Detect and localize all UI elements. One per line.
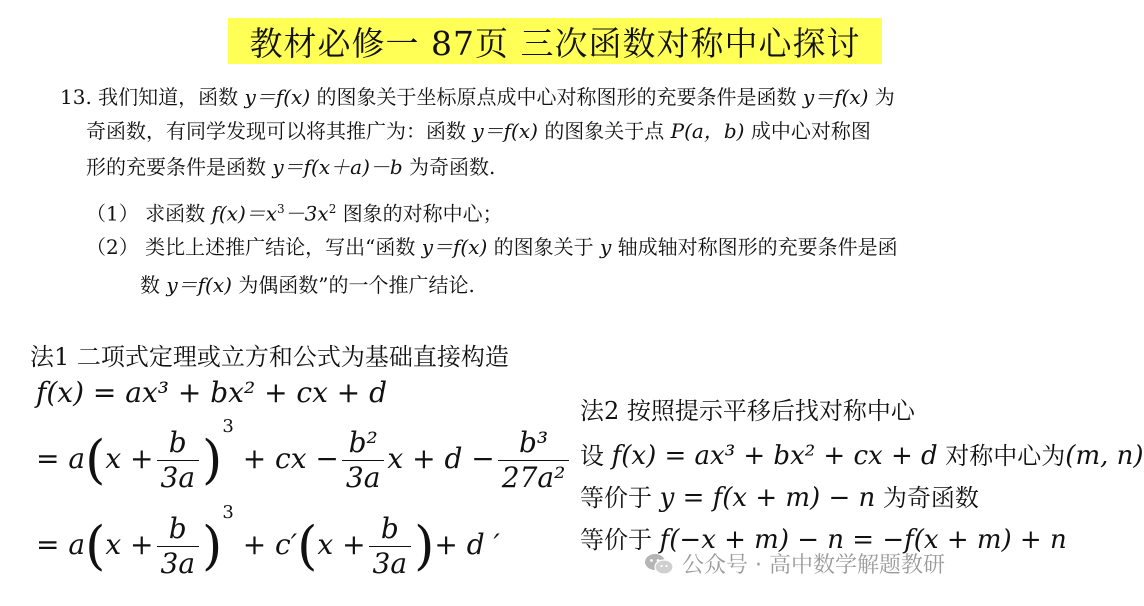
- numerator: b: [157, 426, 200, 461]
- question-label: （2）: [86, 235, 139, 259]
- formula: y＝f(x): [421, 235, 488, 259]
- denominator: 3a: [160, 547, 196, 580]
- denominator: 3a: [160, 461, 196, 494]
- formula: = a: [36, 528, 86, 561]
- problem-text: 图象的对称中心；: [342, 201, 503, 226]
- formula: y = f(x + m) − n: [659, 483, 876, 513]
- problem-text: 奇函数，有同学发现可以将其推广为：函数: [86, 119, 466, 143]
- formula: + c′: [242, 528, 298, 561]
- exponent: 3: [277, 202, 285, 216]
- fraction: [157, 512, 200, 581]
- method1-title: 法1 二项式定理或立方和公式为基础直接构造: [30, 343, 509, 371]
- problem-text: 为奇函数.: [409, 155, 496, 179]
- method2-line-2: [580, 478, 979, 513]
- problem-text: 数: [140, 273, 160, 297]
- fraction: [157, 426, 200, 495]
- method2-text: 对称中心为: [945, 442, 1066, 470]
- fraction: [342, 426, 385, 495]
- title-highlight: [228, 18, 882, 64]
- formula: y＝f(x): [244, 85, 311, 109]
- numerator: b: [157, 512, 200, 547]
- formula: f(−x + m) − n = −f(x + m) + n: [659, 525, 1067, 555]
- numerator: b: [369, 512, 412, 547]
- fraction: [498, 426, 570, 495]
- denominator: 3a: [372, 547, 408, 580]
- question-1: （1） 求函数 $f(x)=x^3-3x^2$ 图象的对称中心；: [86, 201, 503, 226]
- method1-eq3: = a(x + $\frac{b}{3a}$ )$^3$ + c′(x + $\frac{b}{3a}$ )+ d ′: [36, 502, 500, 580]
- watermark-text: 公众号 · 高中数学解题教研: [682, 553, 945, 578]
- question-label: （1）: [86, 201, 139, 226]
- problem-text: 为偶函数”的一个推广结论.: [238, 273, 475, 297]
- formula: P(a，b): [670, 119, 745, 143]
- problem-line-3: [86, 152, 495, 182]
- formula: f(x)＝x: [211, 201, 278, 226]
- formula: + d ′: [434, 528, 500, 561]
- problem-text: 的图象关于坐标原点成中心对称图形的充要条件是函数: [316, 85, 797, 109]
- numerator: b²: [342, 426, 385, 461]
- formula: y＝f(x): [472, 119, 538, 143]
- formula: y＝f(x): [802, 85, 869, 109]
- numerator: b³: [498, 426, 570, 461]
- method1-eq2: = a(x + $\frac{b}{3a}$ )$^3$ + cx − $\frac{\text{b²}}{3a}$ x + d − $\frac{\text{b³}}{\text{27a²}}$: [36, 426, 572, 495]
- problem-text: 我们知道，函数: [98, 85, 239, 109]
- problem-text: 的图象关于: [493, 235, 594, 259]
- exponent: 3: [222, 416, 234, 437]
- watermark: [644, 548, 945, 579]
- method1-eq1: [36, 376, 387, 409]
- formula: (m, n): [1065, 441, 1144, 471]
- formula: y＝f(x): [166, 273, 232, 297]
- question-2: [86, 232, 898, 262]
- formula: x +: [105, 442, 154, 475]
- problem-text: 求函数: [145, 201, 206, 226]
- problem-text: 轴成轴对称图形的充要条件是函: [617, 235, 898, 259]
- page-title: 教材必修一 87页 三次函数对称中心探讨: [249, 23, 861, 63]
- question-2-cont: [140, 270, 475, 300]
- formula: y＝f(x＋a)－b: [272, 155, 403, 179]
- fraction: [369, 512, 412, 581]
- exponent: 3: [222, 502, 234, 523]
- formula: x +: [105, 528, 154, 561]
- formula: x + d −: [387, 442, 495, 475]
- formula: f(x) = ax³ + bx² + cx + d: [36, 376, 388, 409]
- formula: f(x) = ax³ + bx² + cx + d: [611, 441, 938, 471]
- method2-text: 等价于: [580, 526, 652, 554]
- method2-text: 为奇函数: [882, 484, 979, 512]
- problem-text: 为: [874, 85, 895, 109]
- denominator: 27a²: [501, 461, 566, 494]
- problem-line-2: [86, 116, 871, 146]
- formula: + cx −: [242, 442, 339, 475]
- formula: = a: [36, 442, 86, 475]
- problem-text: 的图象关于点: [544, 119, 665, 143]
- problem-text: 形的充要条件是函数: [86, 155, 266, 179]
- problem-text: 类比上述推广结论，写出“函数: [145, 235, 416, 259]
- problem-number: 13.: [60, 85, 92, 109]
- wechat-icon: [644, 552, 674, 576]
- method2-title: 法2 按照提示平移后找对称中心: [580, 397, 915, 425]
- method2-text: 设: [580, 442, 604, 470]
- formula: y: [600, 235, 612, 259]
- formula: x +: [317, 528, 366, 561]
- problem-text: 成中心对称图: [750, 119, 871, 143]
- method2-line-1: [580, 436, 1144, 471]
- formula: －3x: [284, 201, 329, 226]
- denominator: 3a: [345, 461, 381, 494]
- problem-line-1: [60, 82, 895, 112]
- method2-text: 等价于: [580, 484, 652, 512]
